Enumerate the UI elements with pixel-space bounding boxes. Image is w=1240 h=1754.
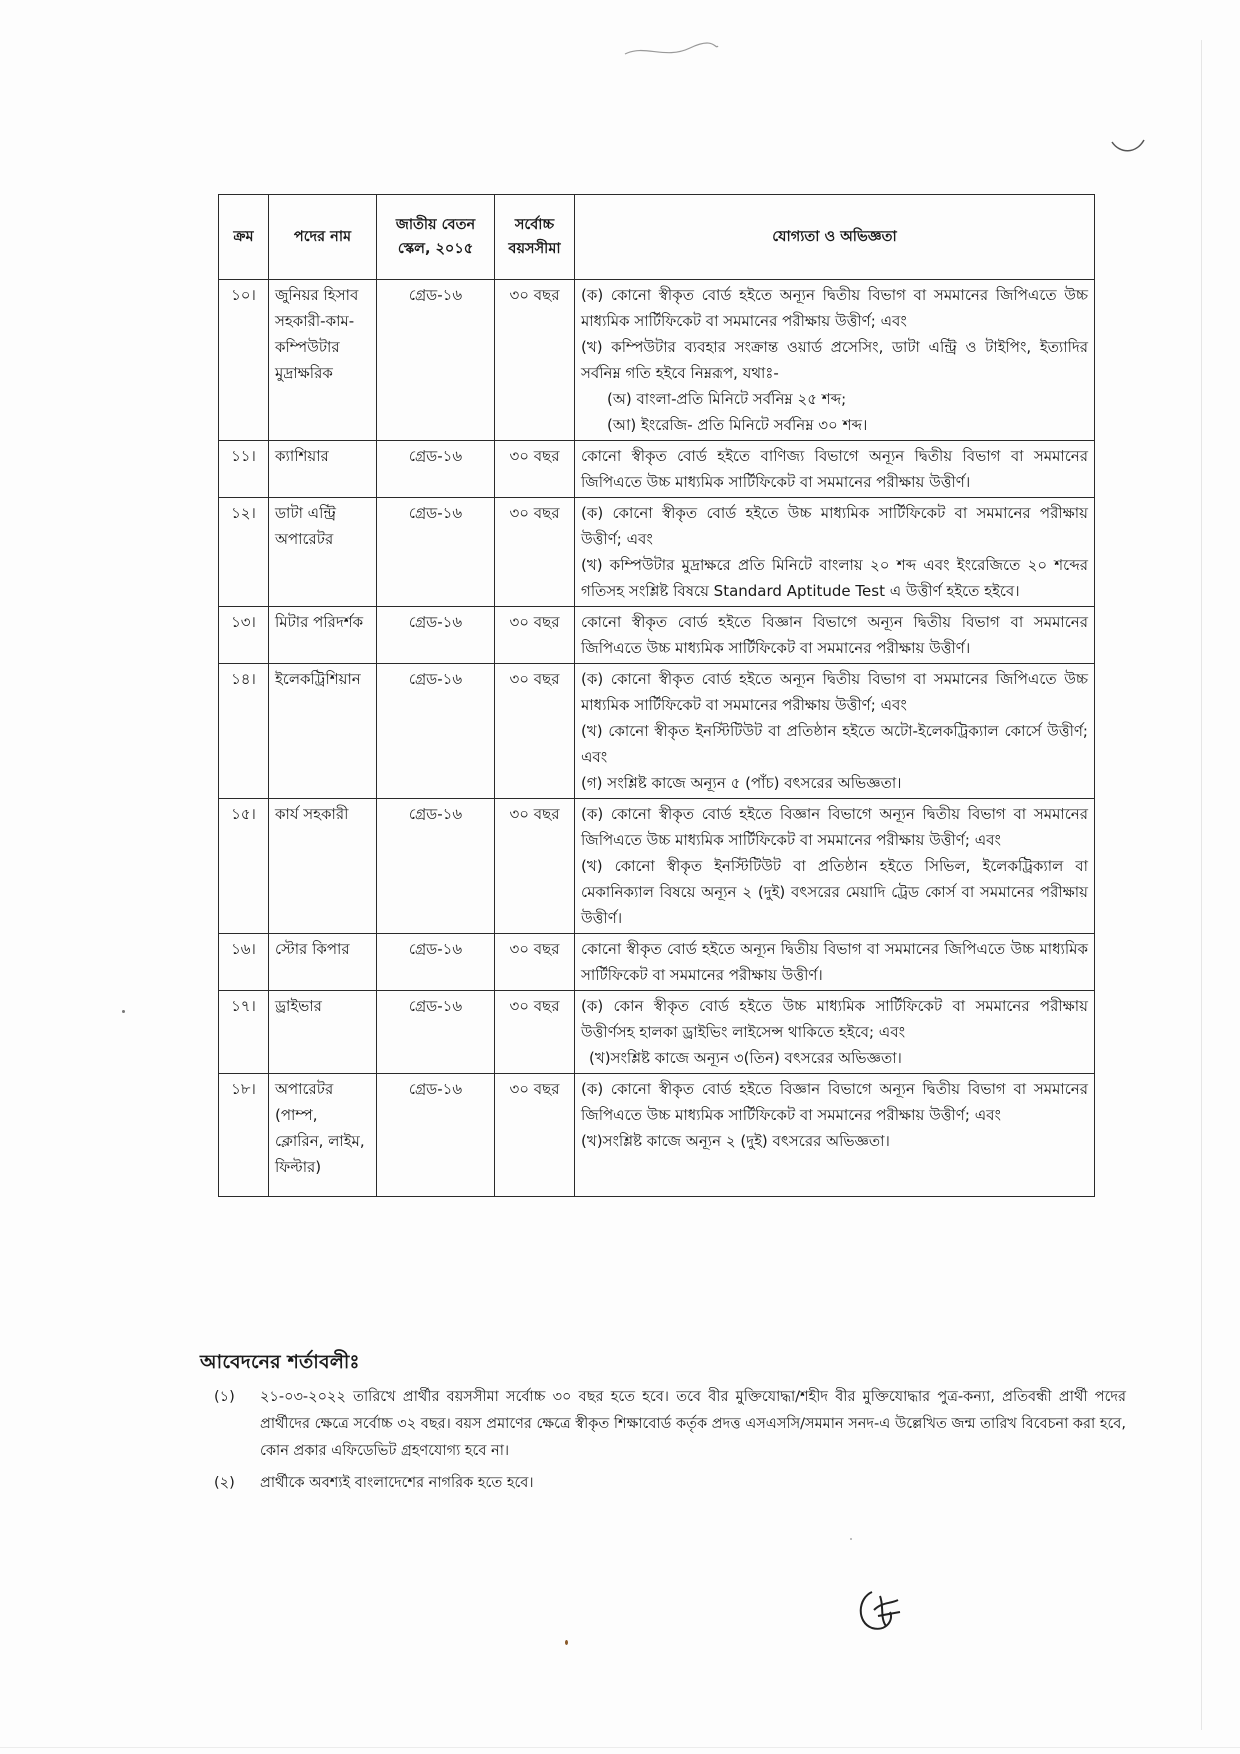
row-age-limit: ৩০ বছর [495,1074,575,1197]
row-serial: ১৭। [219,991,269,1074]
row-grade: গ্রেড-১৬ [377,934,495,991]
row-qualification [575,934,1095,991]
qualification-line: (গ) সংশ্লিষ্ট কাজে অন্যূন ৫ (পাঁচ) বৎসরের অভিজ্ঞতা। [581,774,902,792]
row-serial: ১৪। [219,664,269,799]
scan-speck [565,1640,568,1645]
row-serial: ১২। [219,498,269,607]
qualification-line: (ক) কোনো স্বীকৃত বোর্ড হইতে উচ্চ মাধ্যমিক সার্টিফিকেট বা সমমানের পরীক্ষায় উত্তীর্ণ; এবং [581,504,1088,548]
qualification-line: (খ) কম্পিউটার মুদ্রাক্ষরে প্রতি মিনিটে বাংলায় ২০ শব্দ এবং ইংরেজিতে ২০ শব্দের গতিসহ সংশ্লিষ্ট বিষয়ে Standard Aptitude Test এ উত্তীর্ণ হইতে হইবে। [581,556,1088,600]
scan-bottom-line [0,1747,1240,1748]
conditions-heading: আবেদনের শর্তাবলীঃ [200,1351,360,1373]
row-post-name: স্টোর কিপার [269,934,377,991]
row-qualification [575,498,1095,607]
handwritten-signature [850,1582,910,1638]
qualification-line: (খ)সংশ্লিষ্ট কাজে অন্যূন ২ (দুই) বৎসরের অভিজ্ঞতা। [581,1132,890,1150]
table-row [219,991,1095,1074]
row-serial: ১৫। [219,799,269,934]
row-grade: গ্রেড-১৬ [377,664,495,799]
row-age-limit: ৩০ বছর [495,934,575,991]
header-serial: ক্রম [219,195,269,280]
row-grade: গ্রেড-১৬ [377,799,495,934]
qualification-line: কোনো স্বীকৃত বোর্ড হইতে বাণিজ্য বিভাগে অন্যূন দ্বিতীয় বিভাগ বা সমমানের জিপিএতে উচ্চ মাধ্যমিক সার্টিফিকেট বা সমমানের পরীক্ষায় উত্তীর্ণ। [581,447,1088,491]
qualification-line: কোনো স্বীকৃত বোর্ড হইতে অন্যূন দ্বিতীয় বিভাগ বা সমমানের জিপিএতে উচ্চ মাধ্যমিক সার্টিফিকেট বা সমমানের পরীক্ষায় উত্তীর্ণ। [581,940,1088,984]
qualification-line: (ক) কোন স্বীকৃত বোর্ড হইতে উচ্চ মাধ্যমিক সার্টিফিকেট বা সমমানের পরীক্ষায় উত্তীর্ণসহ হালকা ড্রাইভিং লাইসেন্স থাকিতে হইবে; এবং [581,997,1088,1041]
row-post-name: ড্রাইভার [269,991,377,1074]
row-age-limit: ৩০ বছর [495,498,575,607]
table-row [219,441,1095,498]
condition-item [214,1384,1126,1465]
row-serial: ১০। [219,280,269,441]
qualification-line: (খ) কোনো স্বীকৃত ইনস্টিটিউট বা প্রতিষ্ঠান হইতে সিভিল, ইলেকট্রিক্যাল বা মেকানিক্যাল বিষয়ে অন্যূন ২ (দুই) বৎসরের মেয়াদি ট্রেড কোর্স বা সমমানের পরীক্ষায় উত্তীর্ণ। [581,857,1088,927]
scan-edge-line [1201,40,1202,1730]
row-age-limit: ৩০ বছর [495,280,575,441]
qualification-sub-line: (খ)সংশ্লিষ্ট কাজে অন্যূন ৩(তিন) বৎসরের অভিজ্ঞতা। [589,1049,902,1067]
table-row [219,934,1095,991]
row-post-name: ডাটা এন্ট্রি অপারেটর [269,498,377,607]
row-post-name: ইলেকট্রিশিয়ান [269,664,377,799]
condition-text: ২১-০৩-২০২২ তারিখে প্রার্থীর বয়সসীমা সর্বোচ্চ ৩০ বছর হতে হবে। তবে বীর মুক্তিযোদ্ধা/শহীদ বীর মুক্তিযোদ্ধার পুত্র-কন্যা, প্রতিবন্ধী প্রার্থী পদের প্রার্থীদের ক্ষেত্রে সর্বোচ্চ ৩২ বছর। বয়স প্রমাণের ক্ষেত্রে স্বীকৃত শিক্ষাবোর্ড কর্তৃক প্রদত্ত এসএসসি/সমমান সনদ-এ উল্লেখিত জন্ম তারিখ বিবেচনা করা হবে, কোন প্রকার এফিডেভিট গ্রহণযোগ্য হবে না। [260,1389,1126,1459]
qualification-sub-line: (অ) বাংলা-প্রতি মিনিটে সর্বনিম্ন ২৫ শব্দ; [607,390,847,408]
condition-number: (১) [214,1389,235,1405]
row-grade: গ্রেড-১৬ [377,441,495,498]
row-age-limit: ৩০ বছর [495,607,575,664]
qualification-line: (ক) কোনো স্বীকৃত বোর্ড হইতে বিজ্ঞান বিভাগে অন্যূন দ্বিতীয় বিভাগ বা সমমানের জিপিএতে উচ্চ মাধ্যমিক সার্টিফিকেট বা সমমানের পরীক্ষায় উত্তীর্ণ; এবং [581,805,1088,849]
table-row [219,799,1095,934]
row-post-name: জুনিয়র হিসাব সহকারী-কাম-কম্পিউটার মুদ্রাক্ষরিক [269,280,377,441]
row-qualification [575,664,1095,799]
qualification-table [218,194,1095,1197]
row-serial: ১৬। [219,934,269,991]
scan-speck [122,1010,125,1013]
top-scribble-mark [620,40,720,64]
corner-curve-mark [1108,120,1148,160]
condition-text: প্রার্থীকে অবশ্যই বাংলাদেশের নাগরিক হতে হবে। [260,1475,534,1491]
row-qualification [575,1074,1095,1197]
qualification-line: (ক) কোনো স্বীকৃত বোর্ড হইতে বিজ্ঞান বিভাগে অন্যূন দ্বিতীয় বিভাগ বা সমমানের জিপিএতে উচ্চ মাধ্যমিক সার্টিফিকেট বা সমমানের পরীক্ষায় উত্তীর্ণ; এবং [581,1080,1088,1124]
scan-speck [850,1538,852,1540]
qualification-sub-line: (আ) ইংরেজি- প্রতি মিনিটে সর্বনিম্ন ৩০ শব্দ। [607,416,868,434]
row-serial: ১১। [219,441,269,498]
condition-item [214,1470,1126,1497]
row-post-name: অপারেটর (পাম্প, ক্লোরিন, লাইম, ফিল্টার) [269,1074,377,1197]
row-grade: গ্রেড-১৬ [377,498,495,607]
header-post-name: পদের নাম [269,195,377,280]
row-grade: গ্রেড-১৬ [377,607,495,664]
row-age-limit: ৩০ বছর [495,799,575,934]
header-qualification: যোগ্যতা ও অভিজ্ঞতা [575,195,1095,280]
table-row [219,280,1095,441]
qualification-line: (ক) কোনো স্বীকৃত বোর্ড হইতে অন্যূন দ্বিতীয় বিভাগ বা সমমানের জিপিএতে উচ্চ মাধ্যমিক সার্টিফিকেট বা সমমানের পরীক্ষায় উত্তীর্ণ; এবং [581,286,1088,330]
table-row [219,498,1095,607]
qualification-line: কোনো স্বীকৃত বোর্ড হইতে বিজ্ঞান বিভাগে অন্যূন দ্বিতীয় বিভাগ বা সমমানের জিপিএতে উচ্চ মাধ্যমিক সার্টিফিকেট বা সমমানের পরীক্ষায় উত্তীর্ণ। [581,613,1088,657]
table-header-row [219,195,1095,280]
row-age-limit: ৩০ বছর [495,441,575,498]
header-pay-scale: জাতীয় বেতন স্কেল, ২০১৫ [377,195,495,280]
row-qualification [575,441,1095,498]
table-row [219,607,1095,664]
row-qualification [575,991,1095,1074]
row-grade: গ্রেড-১৬ [377,280,495,441]
row-qualification [575,607,1095,664]
row-qualification [575,799,1095,934]
row-post-name: কার্য সহকারী [269,799,377,934]
qualification-line: (খ) কম্পিউটার ব্যবহার সংক্রান্ত ওয়ার্ড প্রসেসিং, ডাটা এন্ট্রি ও টাইপিং, ইত্যাদির সর্বনিম্ন গতি হইবে নিম্নরূপ, যথাঃ- [581,338,1088,382]
row-grade: গ্রেড-১৬ [377,991,495,1074]
header-max-age: সর্বোচ্চ বয়সসীমা [495,195,575,280]
row-grade: গ্রেড-১৬ [377,1074,495,1197]
row-age-limit: ৩০ বছর [495,664,575,799]
row-serial: ১৮। [219,1074,269,1197]
row-qualification [575,280,1095,441]
row-serial: ১৩। [219,607,269,664]
qualification-line: (ক) কোনো স্বীকৃত বোর্ড হইতে অন্যূন দ্বিতীয় বিভাগ বা সমমানের জিপিএতে উচ্চ মাধ্যমিক সার্টিফিকেট বা সমমানের পরীক্ষায় উত্তীর্ণ; এবং [581,670,1088,714]
row-age-limit: ৩০ বছর [495,991,575,1074]
qualification-line: (খ) কোনো স্বীকৃত ইনস্টিটিউট বা প্রতিষ্ঠান হইতে অটো-ইলেকট্রিক্যাল কোর্সে উত্তীর্ণ; এবং [581,722,1088,766]
table-row [219,664,1095,799]
table-row [219,1074,1095,1197]
row-post-name: ক্যাশিয়ার [269,441,377,498]
row-post-name: মিটার পরিদর্শক [269,607,377,664]
condition-number: (২) [214,1475,235,1491]
